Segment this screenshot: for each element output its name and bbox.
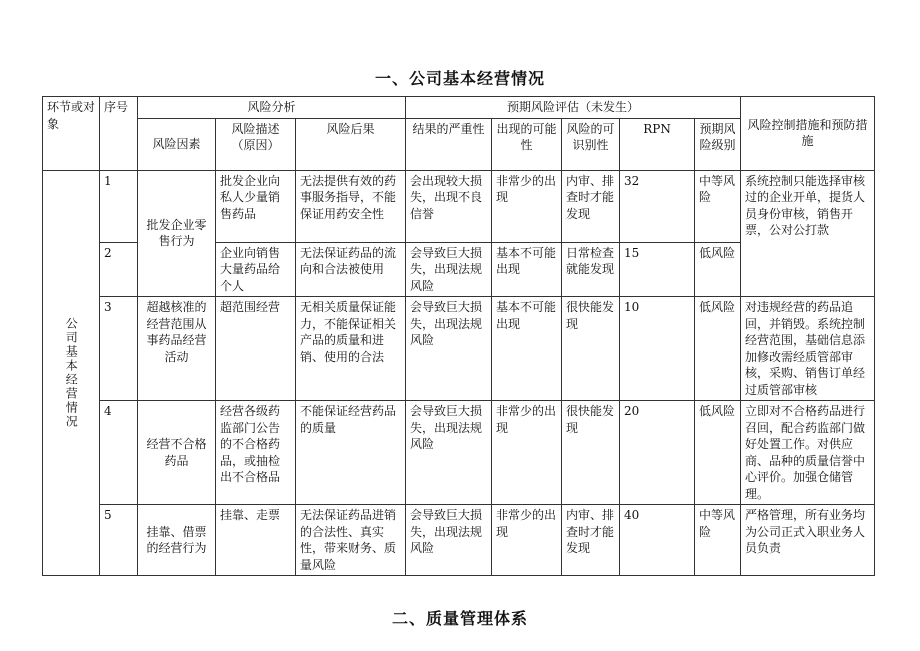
row-consequence: 无法提供有效的药事服务指导，不能保证用药安全性	[296, 170, 406, 242]
header-risk-consequence: 风险后果	[296, 118, 406, 170]
group-label: 公司基本经营情况	[64, 316, 79, 429]
header-occurrence: 出现的可能性	[492, 118, 562, 170]
row-detect: 内审、排查时才能发现	[562, 505, 620, 576]
row-level: 中等风险	[695, 505, 741, 576]
section-title-1: 一、公司基本经营情况	[374, 69, 545, 88]
row-occurrence: 非常少的出现	[492, 505, 562, 576]
row-occurrence: 非常少的出现	[492, 401, 562, 505]
row-desc: 超范围经营	[216, 297, 296, 401]
row-factor: 批发企业零售行为	[138, 170, 216, 297]
header-rpn: RPN	[620, 118, 695, 170]
row-level: 中等风险	[695, 170, 741, 242]
row-desc: 经营各级药监部门公告的不合格药品，或抽检出不合格品	[216, 401, 296, 505]
header-risk-level: 预期风险级别	[695, 118, 741, 170]
row-seq: 3	[100, 297, 138, 401]
row-level: 低风险	[695, 297, 741, 401]
table-row	[43, 401, 875, 505]
row-detect: 很快能发现	[562, 297, 620, 401]
row-rpn: 32	[620, 170, 695, 242]
header-risk-assessment: 预期风险评估（未发生）	[406, 97, 741, 119]
table-row	[43, 505, 875, 576]
row-severity: 会出现较大损失，出现不良信誉	[406, 170, 492, 242]
header-severity: 结果的严重性	[406, 118, 492, 170]
row-measure: 对违规经营的药品追回，并销毁。系统控制经营范围，基础信息添加修改需经质管部审核，采购、销售订单经过质管部审核	[741, 297, 875, 401]
row-occurrence: 基本不可能出现	[492, 297, 562, 401]
row-rpn: 40	[620, 505, 695, 576]
table-row	[43, 170, 875, 242]
header-env-object: 环节或对象	[43, 97, 100, 171]
row-occurrence: 非常少的出现	[492, 170, 562, 242]
row-detect: 很快能发现	[562, 401, 620, 505]
row-desc: 企业向销售大量药品给个人	[216, 242, 296, 297]
row-factor: 经营不合格药品	[138, 401, 216, 505]
row-rpn: 15	[620, 242, 695, 297]
row-measure: 系统控制只能选择审核过的企业开单，提货人员身份审核，销售开票，公对公打款	[741, 170, 875, 297]
header-seq: 序号	[100, 97, 138, 171]
row-factor: 挂靠、借票的经营行为	[138, 505, 216, 576]
row-detect: 内审、排查时才能发现	[562, 170, 620, 242]
row-seq: 4	[100, 401, 138, 505]
row-factor: 超越核准的经营范围从事药品经营活动	[138, 297, 216, 401]
row-consequence: 无相关质量保证能力，不能保证相关产品的质量和进销、使用的合法	[296, 297, 406, 401]
row-seq: 5	[100, 505, 138, 576]
row-desc: 挂靠、走票	[216, 505, 296, 576]
row-seq: 1	[100, 170, 138, 242]
row-severity: 会导致巨大损失，出现法规风险	[406, 505, 492, 576]
row-rpn: 10	[620, 297, 695, 401]
row-severity: 会导致巨大损失，出现法规风险	[406, 242, 492, 297]
row-consequence: 不能保证经营药品的质量	[296, 401, 406, 505]
group-label-cell	[43, 170, 100, 576]
row-severity: 会导致巨大损失，出现法规风险	[406, 297, 492, 401]
section-title-2: 二、质量管理体系	[391, 609, 528, 628]
table-row	[43, 297, 875, 401]
row-severity: 会导致巨大损失，出现法规风险	[406, 401, 492, 505]
header-control-measures: 风险控制措施和预防措施	[741, 97, 875, 171]
row-rpn: 20	[620, 401, 695, 505]
row-consequence: 无法保证药品的流向和合法被使用	[296, 242, 406, 297]
header-risk-analysis: 风险分析	[138, 97, 406, 119]
row-level: 低风险	[695, 242, 741, 297]
row-measure: 严格管理，所有业务均为公司正式入职业务人员负责	[741, 505, 875, 576]
header-risk-factor: 风险因素	[138, 118, 216, 170]
header-detectability: 风险的可识别性	[562, 118, 620, 170]
risk-table	[42, 96, 875, 576]
row-desc: 批发企业向私人少量销售药品	[216, 170, 296, 242]
row-level: 低风险	[695, 401, 741, 505]
row-consequence: 无法保证药品进销的合法性、真实性，带来财务、质量风险	[296, 505, 406, 576]
row-seq: 2	[100, 242, 138, 297]
header-risk-desc: 风险描述（原因）	[216, 118, 296, 170]
row-measure: 立即对不合格药品进行召回，配合药监部门做好处置工作。对供应商、品种的质量信誉中心评价。加强仓储管理。	[741, 401, 875, 505]
row-occurrence: 基本不可能出现	[492, 242, 562, 297]
row-detect: 日常检查就能发现	[562, 242, 620, 297]
